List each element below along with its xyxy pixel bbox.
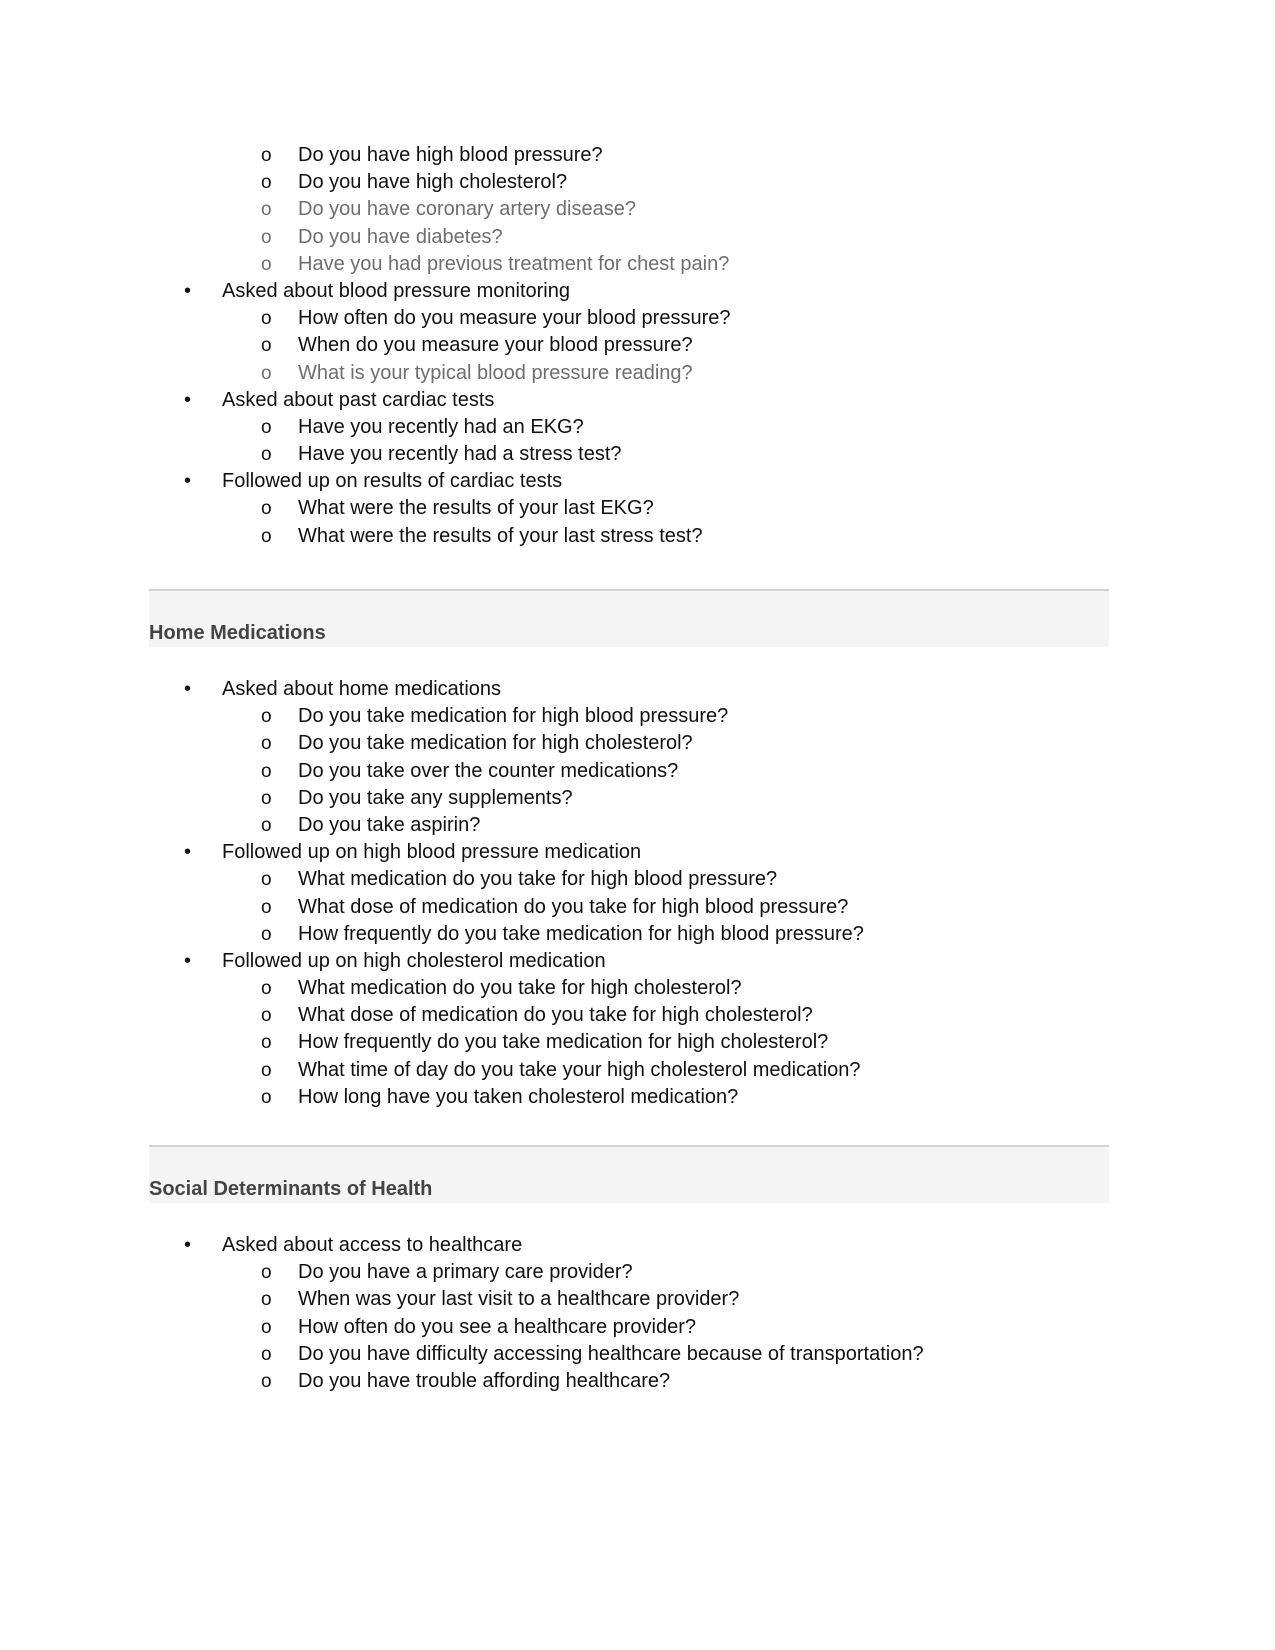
sub-list-item	[0, 360, 1275, 387]
list-item-text: Do you have difficulty accessing healthcare because of transportation?	[298, 1342, 924, 1365]
circle-bullet-icon: o	[261, 896, 272, 918]
list-item-text: Do you take medication for high blood pressure?	[298, 705, 729, 728]
circle-bullet-icon: o	[261, 172, 272, 194]
sub-list-item	[0, 1259, 1275, 1286]
circle-bullet-icon: o	[261, 733, 272, 755]
list-item-text: Asked about home medications	[222, 678, 502, 700]
section-title-social-determinants: Social Determinants of Health	[149, 1178, 433, 1200]
circle-bullet-icon: o	[261, 253, 272, 275]
sub-list-item	[0, 251, 1275, 278]
sub-list-item	[0, 523, 1275, 550]
circle-bullet-icon: o	[261, 1289, 272, 1311]
circle-bullet-icon: o	[261, 978, 272, 1000]
cardiac-history-list	[0, 142, 1275, 550]
list-item-text: How often do you see a healthcare provider?	[298, 1315, 697, 1338]
list-item	[0, 676, 1275, 703]
sub-list-item	[0, 169, 1275, 196]
sub-list-item	[0, 142, 1275, 169]
list-item-text: When do you measure your blood pressure?	[298, 334, 693, 357]
sub-list-item	[0, 1002, 1275, 1029]
list-item-text: Do you take any supplements?	[298, 786, 573, 809]
circle-bullet-icon: o	[261, 525, 272, 547]
sub-list-item	[0, 332, 1275, 359]
list-item-text: What medication do you take for high cholesterol?	[298, 977, 742, 1000]
list-item-text: Have you had previous treatment for chest pain?	[298, 252, 730, 275]
list-item	[0, 1232, 1275, 1259]
circle-bullet-icon: o	[261, 416, 272, 438]
list-item	[0, 468, 1275, 495]
sub-list-item	[0, 703, 1275, 730]
list-item-text: Do you have coronary artery disease?	[298, 198, 636, 221]
sub-list-item	[0, 305, 1275, 332]
home-medications-header	[149, 589, 1109, 647]
circle-bullet-icon: o	[261, 1370, 272, 1392]
sub-list-item	[0, 975, 1275, 1002]
circle-bullet-icon: o	[261, 814, 272, 836]
list-item-text: When was your last visit to a healthcare provider?	[298, 1288, 740, 1311]
sub-list-item	[0, 414, 1275, 441]
list-item-text: What dose of medication do you take for high blood pressure?	[298, 895, 849, 918]
list-item-text: Do you have high blood pressure?	[298, 144, 603, 166]
circle-bullet-icon: o	[261, 1343, 272, 1365]
list-item-text: What were the results of your last stress test?	[298, 524, 703, 547]
sub-list-item	[0, 1084, 1275, 1111]
list-item-text: Have you recently had an EKG?	[298, 415, 584, 438]
circle-bullet-icon: o	[261, 335, 272, 357]
bullet-icon: •	[184, 1234, 192, 1256]
circle-bullet-icon: o	[261, 706, 272, 728]
list-item-text: Have you recently had a stress test?	[298, 443, 622, 466]
bullet-icon: •	[184, 388, 192, 411]
sub-list-item	[0, 812, 1275, 839]
circle-bullet-icon: o	[261, 923, 272, 945]
sub-list-item	[0, 894, 1275, 921]
list-item-text: What dose of medication do you take for high cholesterol?	[298, 1004, 813, 1027]
section-title-home-medications: Home Medications	[149, 622, 326, 644]
circle-bullet-icon: o	[261, 226, 272, 248]
list-item-text: Asked about blood pressure monitoring	[222, 279, 570, 302]
list-item	[0, 839, 1275, 866]
list-item-text: How frequently do you take medication for high cholesterol?	[298, 1031, 829, 1054]
list-item-text: How long have you taken cholesterol medication?	[298, 1085, 739, 1108]
sub-list-item	[0, 224, 1275, 251]
sub-list-item	[0, 196, 1275, 223]
list-item-text: What were the results of your last EKG?	[298, 497, 654, 520]
list-item-text: Asked about past cardiac tests	[222, 388, 495, 411]
sub-list-item	[0, 1029, 1275, 1056]
list-item	[0, 278, 1275, 305]
sub-list-item	[0, 758, 1275, 785]
bullet-icon: •	[184, 949, 192, 972]
social-determinants-header	[149, 1145, 1109, 1203]
circle-bullet-icon: o	[261, 760, 272, 782]
list-item	[0, 387, 1275, 414]
list-item-text: Followed up on results of cardiac tests	[222, 470, 563, 493]
circle-bullet-icon: o	[261, 308, 272, 330]
circle-bullet-icon: o	[261, 1059, 272, 1081]
sub-list-item	[0, 495, 1275, 522]
list-item-text: What medication do you take for high blood pressure?	[298, 868, 778, 891]
list-item-text: Followed up on high blood pressure medication	[222, 841, 642, 864]
circle-bullet-icon: o	[261, 1086, 272, 1108]
circle-bullet-icon: o	[261, 362, 272, 384]
sub-list-item	[0, 1368, 1275, 1395]
sub-list-item	[0, 730, 1275, 757]
access-to-healthcare-list	[0, 1232, 1275, 1395]
list-item-text: Do you take over the counter medications?	[298, 759, 679, 782]
sub-list-item	[0, 785, 1275, 812]
bullet-icon: •	[184, 678, 192, 700]
list-item-text: Followed up on high cholesterol medication	[222, 949, 606, 972]
sub-list-item	[0, 1314, 1275, 1341]
sub-list-item	[0, 441, 1275, 468]
sub-list-item	[0, 1286, 1275, 1313]
sub-list-item	[0, 866, 1275, 893]
circle-bullet-icon: o	[261, 787, 272, 809]
list-item	[0, 948, 1275, 975]
bullet-icon: •	[184, 470, 192, 493]
circle-bullet-icon: o	[261, 1316, 272, 1338]
home-medications-list	[0, 676, 1275, 1111]
circle-bullet-icon: o	[261, 1032, 272, 1054]
circle-bullet-icon: o	[261, 1262, 272, 1284]
list-item-text: Asked about access to healthcare	[222, 1234, 523, 1256]
circle-bullet-icon: o	[261, 869, 272, 891]
bullet-icon: •	[184, 841, 192, 864]
list-item-text: What is your typical blood pressure reading?	[298, 361, 693, 384]
list-item-text: Do you take aspirin?	[298, 813, 481, 836]
bullet-icon: •	[184, 279, 192, 302]
sub-list-item	[0, 921, 1275, 948]
list-item-text: How frequently do you take medication for high blood pressure?	[298, 922, 864, 945]
list-item-text: Do you have trouble affording healthcare?	[298, 1369, 671, 1392]
sub-list-item	[0, 1341, 1275, 1368]
list-item-text: What time of day do you take your high cholesterol medication?	[298, 1058, 861, 1081]
circle-bullet-icon: o	[261, 199, 272, 221]
list-item-text: Do you take medication for high cholesterol?	[298, 732, 693, 755]
list-item-text: Do you have high cholesterol?	[298, 171, 568, 194]
list-item-text: Do you have a primary care provider?	[298, 1261, 633, 1284]
circle-bullet-icon: o	[261, 145, 272, 166]
circle-bullet-icon: o	[261, 1005, 272, 1027]
circle-bullet-icon: o	[261, 444, 272, 466]
circle-bullet-icon: o	[261, 498, 272, 520]
sub-list-item	[0, 1057, 1275, 1084]
list-item-text: Do you have diabetes?	[298, 225, 503, 248]
list-item-text: How often do you measure your blood pressure?	[298, 307, 731, 330]
